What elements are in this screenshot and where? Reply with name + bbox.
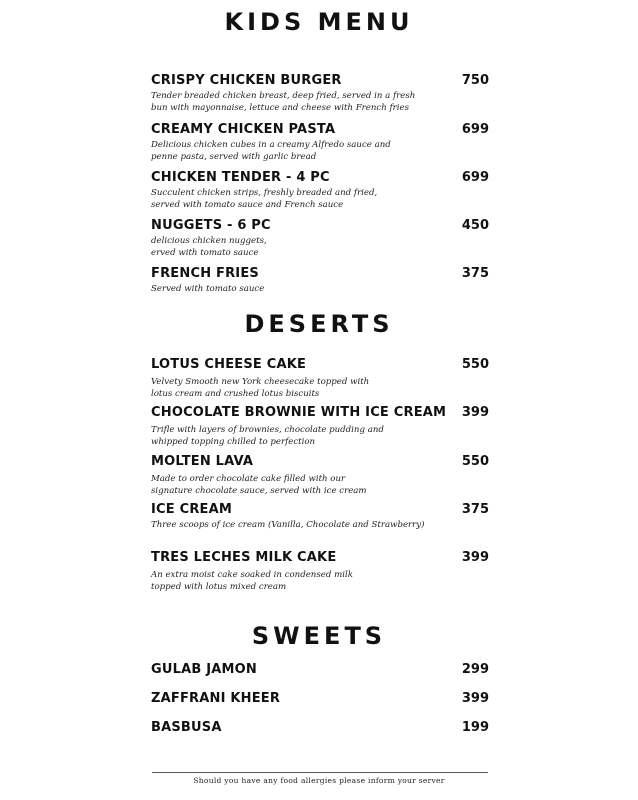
item-price: 375 [461, 266, 489, 281]
item-description: Served with tomato sauce [151, 284, 265, 294]
item-description: signature chocolate sauce, served with ice cream [151, 486, 367, 496]
menu-item [151, 73, 489, 114]
item-name: CHOCOLATE BROWNIE WITH ICE CREAM [151, 405, 447, 420]
item-description: served with tomato sauce and French sauce [151, 200, 344, 210]
item-name: LOTUS CHEESE CAKE [151, 357, 307, 372]
item-description: bun with mayonnaise, lettuce and cheese with French fries [151, 103, 410, 113]
menu-item [151, 662, 489, 678]
item-description: penne pasta, served with garlic bread [151, 152, 317, 162]
menu-item [151, 170, 489, 211]
item-price: 450 [461, 218, 489, 233]
menu-item [151, 502, 489, 531]
item-description: Succulent chicken strips, freshly breaded and fried, [151, 188, 378, 198]
item-description: Made to order chocolate cake filled with our [151, 474, 346, 484]
menu-item [151, 405, 489, 448]
item-price: 375 [461, 502, 489, 517]
item-price: 199 [461, 720, 489, 735]
allergy-notice: Should you have any food allergies please inform your server [193, 776, 445, 785]
footer-divider [152, 772, 488, 773]
item-name: TRES LECHES MILK CAKE [151, 550, 337, 565]
item-name: CHICKEN TENDER - 4 PC [151, 170, 330, 185]
item-description: Three scoops of ice cream (Vanilla, Chocolate and Strawberry) [151, 520, 425, 530]
item-price: 699 [461, 170, 489, 185]
item-price: 550 [461, 454, 489, 469]
item-name: FRENCH FRIES [151, 266, 259, 281]
item-name: GULAB JAMON [151, 662, 257, 677]
item-description: Velvety Smooth new York cheesecake topped with [151, 377, 370, 387]
menu-item [151, 357, 489, 400]
item-description: Tender breaded chicken breast, deep fried, served in a fresh [151, 91, 416, 101]
item-description: Trifle with layers of brownies, chocolate pudding and [151, 425, 384, 435]
item-name: CREAMY CHICKEN PASTA [151, 122, 336, 137]
item-description: Delicious chicken cubes in a creamy Alfredo sauce and [151, 140, 391, 150]
sweets-heading: SWEETS [251, 622, 387, 650]
item-price: 399 [461, 691, 489, 706]
item-price: 550 [461, 357, 489, 372]
menu-item [151, 218, 489, 259]
menu-item [151, 720, 489, 736]
menu-item [151, 691, 489, 707]
item-price: 299 [461, 662, 489, 677]
item-name: BASBUSA [151, 720, 222, 735]
item-description: topped with lotus mixed cream [151, 582, 287, 592]
menu-item [151, 266, 489, 295]
item-description: An extra moist cake soaked in condensed milk [151, 570, 353, 580]
item-description: erved with tomato sauce [151, 248, 259, 258]
menu-item [151, 122, 489, 163]
item-name: ZAFFRANI KHEER [151, 691, 281, 706]
menu-item [151, 550, 489, 593]
item-name: NUGGETS - 6 PC [151, 218, 271, 233]
item-description: delicious chicken nuggets, [151, 236, 267, 246]
kids-menu-heading: KIDS MENU [224, 8, 414, 36]
item-name: MOLTEN LAVA [151, 454, 254, 469]
item-name: ICE CREAM [151, 502, 233, 517]
item-price: 399 [461, 550, 489, 565]
menu-item [151, 454, 489, 497]
item-price: 750 [461, 73, 489, 88]
item-name: CRISPY CHICKEN BURGER [151, 73, 342, 88]
item-price: 699 [461, 122, 489, 137]
item-price: 399 [461, 405, 489, 420]
deserts-heading: DESERTS [244, 310, 394, 338]
item-description: whipped topping chilled to perfection [151, 437, 316, 447]
item-description: lotus cream and crushed lotus biscuits [151, 389, 320, 399]
